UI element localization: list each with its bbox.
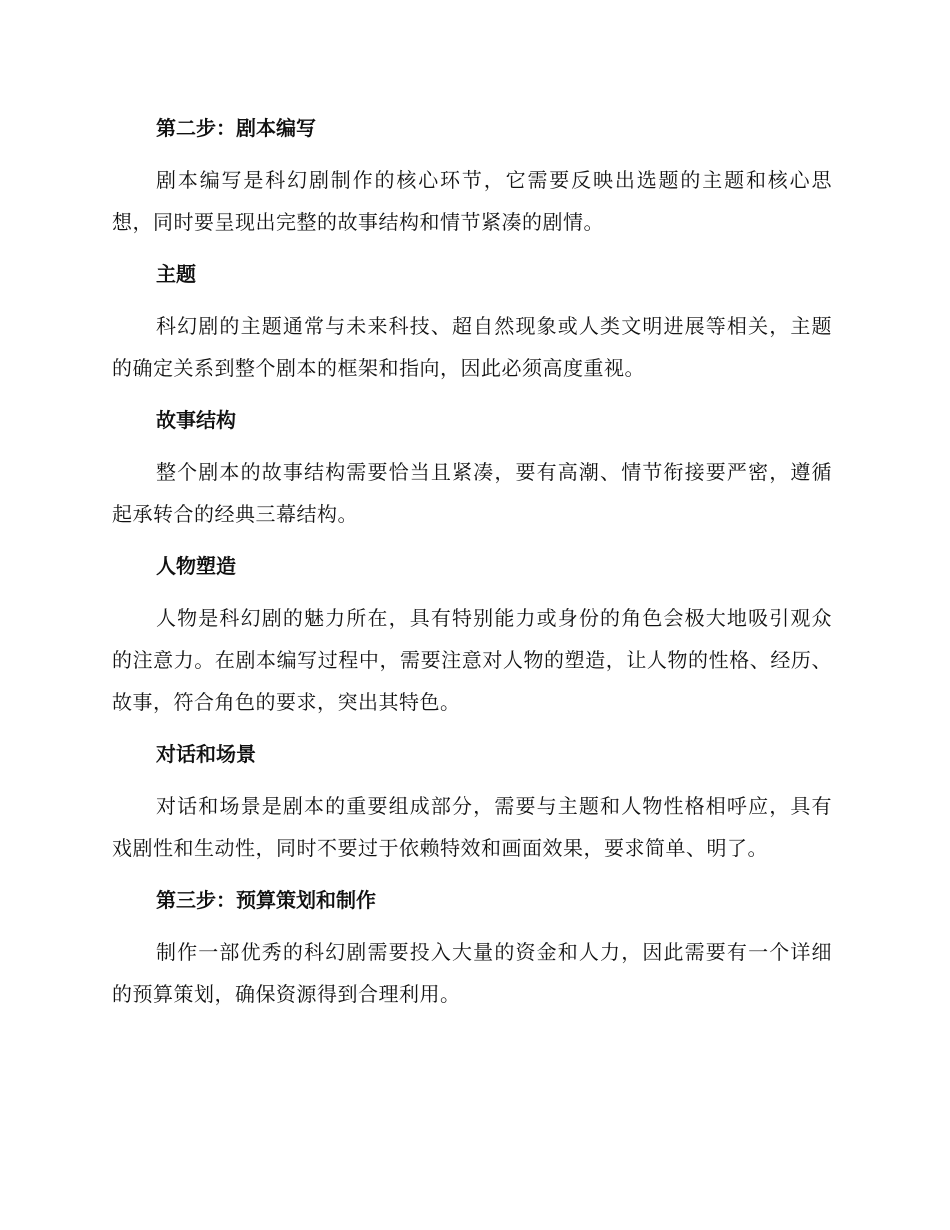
section-paragraph: 人物是科幻剧的魅力所在，具有特别能力或身份的角色会极大地吸引观众的注意力。在剧本编写过程中，需要注意对人物的塑造，让人物的性格、经历、故事，符合角色的要求，突出其特色。: [112, 606, 832, 714]
section-heading: 对话和场景: [156, 742, 256, 766]
section-heading: 主题: [156, 262, 196, 286]
section-paragraph: 制作一部优秀的科幻剧需要投入大量的资金和人力，因此需要有一个详细的预算策划，确保资源得到合理利用。: [112, 940, 832, 1006]
section-paragraph: 对话和场景是剧本的重要组成部分，需要与主题和人物性格相呼应，具有戏剧性和生动性，同时不要过于依赖特效和画面效果，要求简单、明了。: [112, 794, 832, 860]
document-page: [112, 108, 832, 1026]
section-heading: 故事结构: [156, 408, 236, 432]
section-paragraph: 剧本编写是科幻剧制作的核心环节，它需要反映出选题的主题和核心思想，同时要呈现出完整的故事结构和情节紧凑的剧情。: [112, 168, 832, 234]
section-heading: 人物塑造: [156, 554, 236, 578]
section-paragraph: 科幻剧的主题通常与未来科技、超自然现象或人类文明进展等相关，主题的确定关系到整个剧本的框架和指向，因此必须高度重视。: [112, 314, 832, 380]
section-heading: 第二步：剧本编写: [156, 116, 316, 140]
section-heading: 第三步：预算策划和制作: [156, 888, 376, 912]
section-paragraph: 整个剧本的故事结构需要恰当且紧凑，要有高潮、情节衔接要严密，遵循起承转合的经典三幕结构。: [112, 460, 832, 526]
